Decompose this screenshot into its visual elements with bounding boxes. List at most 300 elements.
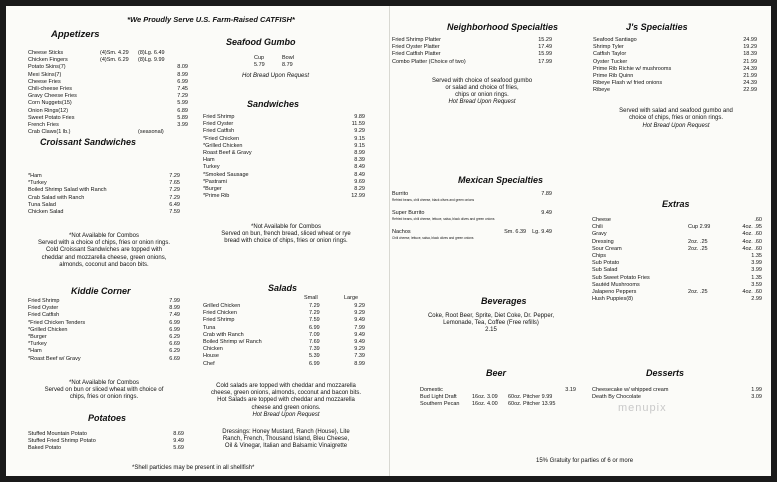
menu-item (28, 202, 180, 209)
menu-item (28, 298, 180, 305)
item-name: *Ham (28, 348, 42, 355)
item-q (688, 282, 728, 289)
item-a (100, 72, 138, 79)
item-l: 9.49 (354, 317, 365, 324)
menu-item (593, 80, 757, 87)
sandwiches-title: Sandwiches (247, 99, 300, 109)
item-a: 16oz. 4.00 (472, 401, 498, 408)
burrito-name: Burrito (392, 191, 409, 197)
item-p: 8.29 (354, 186, 365, 193)
menu-item (593, 73, 757, 80)
menu-item (203, 121, 365, 128)
item-name: Crab with Ranch (203, 331, 244, 338)
menu-item (592, 231, 762, 238)
potatoes-title: Potatoes (88, 413, 127, 423)
gumbo-sizes (254, 55, 294, 69)
item-a: (4)Sm. 4.29 (100, 50, 129, 56)
item-name: Stuffed Mountain Potato (28, 431, 87, 437)
item-name: Gravy (592, 231, 607, 238)
item-name: Shrimp Tyler (593, 44, 624, 51)
neighborhood-bread-note: Hot Bread Upon Request (448, 99, 516, 105)
item-p: 12.99 (351, 193, 365, 200)
watermark: menupix (618, 402, 667, 414)
item-name: Roast Beef & Gravy (203, 150, 252, 157)
menu-item (28, 122, 188, 129)
super-burrito-item (392, 210, 552, 221)
item-p: 17.49 (538, 44, 552, 51)
item-name: Fried Oyster (28, 305, 59, 312)
burrito-desc: Refried beans, chili cheese, black olives and green onions (392, 198, 475, 203)
item-b (138, 108, 172, 115)
item-name: Prime Rib Quinn (593, 73, 634, 80)
menu-item (392, 37, 552, 44)
item-p (172, 50, 188, 57)
item-p: 8.39 (354, 157, 365, 164)
item-name: Sour Cream (592, 245, 622, 252)
item-name: Chips (592, 253, 607, 260)
menu-item (28, 180, 180, 187)
item-b (138, 64, 172, 71)
item-name: Oyster Tucker (593, 58, 628, 65)
item-p: 9.15 (354, 135, 365, 142)
note-line: *Not Available for Combos (69, 380, 139, 386)
item-name: Chicken Fingers (28, 57, 68, 64)
item-name: Cheesecake w/ whipped cream (592, 387, 669, 393)
salads-large-label: Large (344, 295, 359, 301)
item-name: *Ham (28, 173, 42, 179)
menu-item (28, 115, 188, 122)
item-p: 6.69 (169, 355, 180, 362)
item-p: 7.49 (169, 312, 180, 319)
item-p: 3.99 (751, 260, 762, 267)
item-p: 9.89 (354, 114, 365, 120)
item-name: Domestic (420, 387, 443, 393)
item-name: Crab Claws(1 lb.) (28, 129, 71, 136)
item-p: 9.69 (354, 178, 365, 185)
menu-item (592, 217, 762, 224)
menu-item (28, 100, 188, 107)
note-line: or salad and choice of fries, (445, 85, 519, 92)
item-name: Sub Sweet Potato Fries (592, 274, 650, 281)
beer-list (420, 387, 576, 409)
js-note (594, 108, 758, 122)
item-name: Fried Shrimp Platter (392, 37, 441, 43)
croissant-note (14, 233, 194, 269)
item-p: 3.19 (565, 387, 576, 393)
item-name: Hush Puppies(8) (592, 296, 633, 303)
item-b (138, 72, 172, 79)
note-line: Served on bun, french bread, sliced wheat or rye (221, 231, 351, 238)
menu-item (28, 108, 188, 115)
item-p: 7.29 (169, 173, 180, 179)
item-p: 2.99 (751, 296, 762, 303)
item-a: 16oz. 3.09 (472, 394, 498, 401)
item-p: 18.39 (743, 51, 757, 58)
item-p: 3.99 (751, 267, 762, 274)
item-p: 1.35 (751, 274, 762, 281)
note-line: Dressings: Honey Mustard, Ranch (House), Lite (222, 429, 350, 435)
item-p: 9.49 (173, 438, 184, 445)
nachos-large-price: Lg. 9.49 (532, 229, 552, 235)
item-name: Southern Pecan (420, 401, 460, 408)
beverages-price: 2.15 (485, 327, 497, 333)
note-line: Ranch, French, Thousand Island, Bleu Cheese, (222, 436, 350, 443)
burrito-item (392, 191, 552, 202)
kiddie-note (14, 380, 194, 402)
page-fold (389, 6, 390, 476)
menu-item (203, 136, 365, 143)
desserts-list (592, 387, 762, 401)
menu-item (28, 356, 180, 363)
item-b (138, 86, 172, 93)
item-q (688, 253, 728, 260)
desserts-title: Desserts (646, 368, 685, 378)
item-p: 6.29 (169, 348, 180, 355)
item-name: Sub Salad (592, 267, 618, 274)
neighborhood-title: Neighborhood Specialties (447, 22, 559, 32)
menu-item (593, 59, 757, 66)
item-p (172, 57, 188, 64)
item-name: Tuna Salad (28, 201, 56, 208)
appetizers-list (28, 50, 188, 136)
item-name: Cheese Fries (28, 78, 61, 85)
item-b (508, 387, 564, 394)
gratuity-note: 15% Gratuity for parties of 6 or more (536, 458, 634, 464)
item-q (688, 296, 728, 303)
item-name: Ribeye (593, 87, 611, 94)
sandwiches-note (196, 224, 376, 246)
item-name: *Roast Beef w/ Gravy (28, 355, 81, 362)
note-line: Oil & Vinegar, Italian and Balsamic Vinaigrette (224, 443, 348, 450)
item-l: 9.29 (354, 346, 365, 353)
salads-list (203, 303, 365, 368)
menu-item (28, 334, 180, 341)
item-p: 9.15 (354, 142, 365, 149)
item-name: Boiled Shrimp w/ Ranch (203, 339, 262, 346)
item-p: 6.69 (169, 341, 180, 348)
nachos-name: Nachos (392, 229, 411, 235)
menu-item (203, 143, 365, 150)
item-p: 7.45 (177, 86, 188, 93)
menu-item (593, 87, 757, 94)
menu-item (203, 310, 365, 317)
item-q (688, 267, 728, 274)
menu-item (28, 93, 188, 100)
item-b (138, 122, 172, 129)
item-p: 24.99 (743, 37, 757, 43)
item-s: 7.09 (309, 331, 320, 338)
item-p: 3.59 (751, 281, 762, 288)
menu-item (203, 361, 365, 368)
js-bread-note: Hot Bread Upon Request (642, 123, 710, 129)
extras-list (592, 217, 762, 303)
item-name: *Fried Chicken Tenders (28, 319, 86, 326)
item-b: (seasonal) (138, 129, 164, 136)
item-name: Onion Rings(12) (28, 107, 69, 114)
menu-item (28, 86, 188, 93)
item-p: 4oz. .60 (742, 289, 762, 296)
mexican-title: Mexican Specialties (458, 175, 544, 185)
note-line: Lemonade, Tea, Coffee (Free refills) (443, 320, 539, 327)
item-name: Jalapeno Peppers (592, 289, 637, 296)
beer-title: Beer (486, 368, 507, 378)
note-line: Coke, Root Beer, Sprite, Diet Coke, Dr. Pepper, (427, 313, 555, 319)
item-name: Chicken (203, 346, 223, 353)
item-name: Fried Shrimp (203, 317, 235, 324)
menu-item (203, 325, 365, 332)
menu-item (28, 64, 188, 71)
item-p: 8.69 (173, 431, 184, 437)
note-line: almonds, coconut and bacon bits. (59, 261, 149, 268)
item-name: Bud Light Draft (420, 394, 457, 401)
item-l: 9.29 (354, 310, 365, 317)
menu-item (592, 260, 762, 267)
catfish-banner: *We Proudly Serve U.S. Farm-Raised CATFISH* (127, 15, 295, 24)
item-name: Tuna (203, 324, 216, 331)
note-line: Hot Salads are topped with cheddar and mozzarella (217, 397, 355, 404)
menu-item (392, 59, 552, 66)
item-name: *Grilled Chicken (28, 326, 68, 333)
item-name: Potato Skins(7) (28, 64, 66, 71)
menu-item (392, 51, 552, 58)
item-p: 1.99 (751, 387, 762, 393)
item-a (100, 122, 138, 129)
item-p: 1.35 (751, 253, 762, 260)
note-line: Served with a choice of chips, fries or onion rings. (37, 240, 171, 247)
item-p: 6.99 (169, 326, 180, 333)
menu-item (28, 187, 180, 194)
item-p: 7.65 (169, 180, 180, 187)
menu-item (28, 348, 180, 355)
item-name: Gravy Cheese Fries (28, 93, 77, 100)
menu-item (28, 72, 188, 79)
item-q: 2oz. .25 (688, 289, 708, 296)
item-s: 7.69 (309, 339, 320, 346)
menu-item (28, 320, 180, 327)
salads-note (196, 383, 376, 412)
salads-dressings (196, 429, 376, 451)
item-name: *Turkey (28, 341, 47, 348)
item-q (688, 275, 728, 282)
menu-item (28, 438, 184, 445)
item-a (100, 100, 138, 107)
nachos-small-price: Sm. 6.39 (504, 229, 527, 235)
menu-item (203, 339, 365, 346)
note-line: *Not Available for Combos (69, 233, 139, 239)
menu-item (420, 387, 576, 394)
item-p: 4oz. .60 (742, 231, 762, 238)
item-b: (8)Lg. 9.99 (138, 57, 165, 64)
item-p: 6.99 (169, 319, 180, 326)
item-p: 11.59 (351, 121, 365, 128)
menu-item (28, 50, 188, 57)
item-name: Ham (203, 157, 215, 164)
item-l: 9.49 (354, 339, 365, 346)
item-p: 24.39 (743, 80, 757, 87)
item-name: Turkey (203, 164, 220, 171)
item-s: 7.39 (309, 346, 320, 353)
menu-item (203, 186, 365, 193)
gumbo-cup-label: Cup (254, 55, 265, 61)
item-name: Fried Shrimp (203, 114, 235, 120)
menu-item (203, 303, 365, 310)
menu-item (203, 346, 365, 353)
menu-item (28, 173, 180, 180)
item-p: 5.99 (177, 100, 188, 107)
beverages-text (402, 313, 580, 327)
menu-item (592, 224, 762, 231)
neighborhood-note (402, 78, 562, 100)
menu-item (593, 51, 757, 58)
kiddie-title: Kiddie Corner (71, 286, 131, 296)
note-line: Cold salads are topped with cheddar and mozzarella (216, 383, 356, 389)
note-line: choice of chips, fries or onion rings. (628, 115, 724, 122)
note-line: cheddar and mozzarella cheese, green onions, (41, 254, 167, 261)
item-q (688, 217, 728, 224)
note-line: Served with choice of seafood gumbo (431, 78, 533, 84)
item-l: 9.49 (354, 331, 365, 338)
item-p: 6.29 (169, 334, 180, 341)
item-name: Chicken Salad (28, 209, 64, 216)
menu-item (592, 282, 762, 289)
item-name: Mexi Skins(7) (28, 71, 62, 78)
item-p: 24.39 (743, 65, 757, 72)
item-name: Cheese (592, 217, 611, 223)
menu-item (28, 195, 180, 202)
item-p: 3.99 (177, 122, 188, 129)
item-name: Baked Potato (28, 445, 62, 452)
menu-item (592, 253, 762, 260)
salads-title: Salads (268, 283, 298, 293)
item-p: 7.29 (169, 187, 180, 194)
salads-bread-note: Hot Bread Upon Request (252, 412, 320, 418)
item-p (172, 129, 188, 136)
extras-title: Extras (662, 199, 690, 209)
menu-page (6, 6, 771, 476)
item-l: 9.29 (354, 303, 365, 309)
menu-item (203, 128, 365, 135)
item-p: 8.99 (177, 71, 188, 78)
item-l: 8.99 (354, 360, 365, 367)
item-p: 8.09 (177, 64, 188, 71)
item-name: Stuffed Fried Shrimp Potato (28, 438, 96, 445)
menu-item (593, 44, 757, 51)
neighborhood-list (392, 37, 552, 66)
appetizers-title: Appetizers (51, 29, 100, 40)
item-p: 6.99 (177, 78, 188, 85)
item-name: *Turkey (28, 180, 47, 187)
gumbo-bowl-price: 8.79 (282, 62, 293, 68)
item-b: 60oz. Pitcher 9.99 (508, 394, 553, 401)
item-a (100, 129, 138, 136)
item-name: *Prime Rib (203, 193, 230, 200)
item-s: 5.39 (309, 353, 320, 360)
item-s: 7.29 (309, 303, 320, 309)
note-line: bread with choice of chips, fries or onion rings. (224, 238, 348, 245)
item-p (564, 394, 576, 401)
item-name: Grilled Chicken (203, 303, 241, 309)
salads-small-label: Small (304, 295, 318, 301)
menu-item (28, 57, 188, 64)
note-line: cheese, green onions, almonds, coconut and bacon bits. (210, 390, 362, 397)
sandwiches-list (203, 114, 365, 200)
menu-item (592, 267, 762, 274)
item-a: (4)Sm. 6.29 (100, 57, 129, 64)
item-p: 7.59 (169, 209, 180, 216)
item-p: 21.99 (743, 73, 757, 80)
item-p: 21.99 (743, 58, 757, 65)
menu-item (28, 445, 184, 452)
item-p: 17.99 (538, 58, 552, 65)
item-p: 5.89 (177, 114, 188, 121)
item-p (564, 401, 576, 408)
item-a (100, 108, 138, 115)
salads-columns (304, 295, 370, 301)
item-b: (8)Lg. 6.49 (138, 50, 165, 56)
menu-item (592, 387, 762, 394)
menu-item (592, 296, 762, 303)
item-l: 7.39 (354, 353, 365, 360)
item-p: 8.49 (354, 164, 365, 171)
item-p: 9.29 (354, 128, 365, 135)
note-line: Cold Croissant Sandwiches are topped with (45, 247, 163, 254)
item-q: Cup 2.99 (688, 224, 711, 231)
menu-item (203, 164, 365, 171)
item-p: 6.49 (169, 201, 180, 208)
item-b (138, 79, 172, 86)
item-p: 4oz. .95 (742, 224, 762, 231)
menu-item (592, 239, 762, 246)
item-q: 2oz. .25 (688, 238, 708, 245)
croissant-list (28, 173, 180, 216)
gumbo-bread-note: Hot Bread Upon Request (242, 73, 310, 79)
item-a (472, 387, 508, 394)
item-name: *Smoked Sausage (203, 171, 249, 178)
item-p: 3.09 (751, 394, 762, 401)
menu-item (203, 332, 365, 339)
item-name: Cheese Sticks (28, 50, 64, 56)
note-line: *Not Available for Combos (251, 224, 321, 230)
menu-item (28, 431, 184, 438)
item-p: 7.29 (177, 93, 188, 100)
item-name: *Grilled Chicken (203, 142, 243, 149)
item-p: 4oz. .60 (742, 238, 762, 245)
item-name: Prime Rib Richie w/ mushrooms (593, 65, 672, 72)
js-title: J's Specialties (626, 22, 688, 32)
super-burrito-price: 9.49 (541, 210, 552, 216)
item-name: *Burger (28, 334, 47, 341)
item-p: 8.99 (169, 305, 180, 312)
item-p: 7.99 (169, 298, 180, 304)
croissant-title: Croissant Sandwiches (40, 137, 137, 147)
menu-item (420, 394, 576, 401)
item-name: *Burger (203, 186, 222, 193)
kiddie-list (28, 298, 180, 363)
item-name: Fried Catfish (203, 128, 235, 135)
menu-item (592, 275, 762, 282)
menu-item (203, 150, 365, 157)
item-q: 2oz. .25 (688, 245, 708, 252)
item-name: Fried Chicken (203, 310, 237, 317)
menu-item (203, 172, 365, 179)
item-name: Chili-cheese Fries (28, 86, 73, 93)
item-p: 15.99 (538, 51, 552, 58)
item-name: Death By Chocolate (592, 394, 641, 401)
menu-item (28, 79, 188, 86)
nachos-item (392, 229, 552, 240)
item-q (688, 231, 728, 238)
item-name: Boiled Shrimp Salad with Ranch (28, 187, 107, 194)
